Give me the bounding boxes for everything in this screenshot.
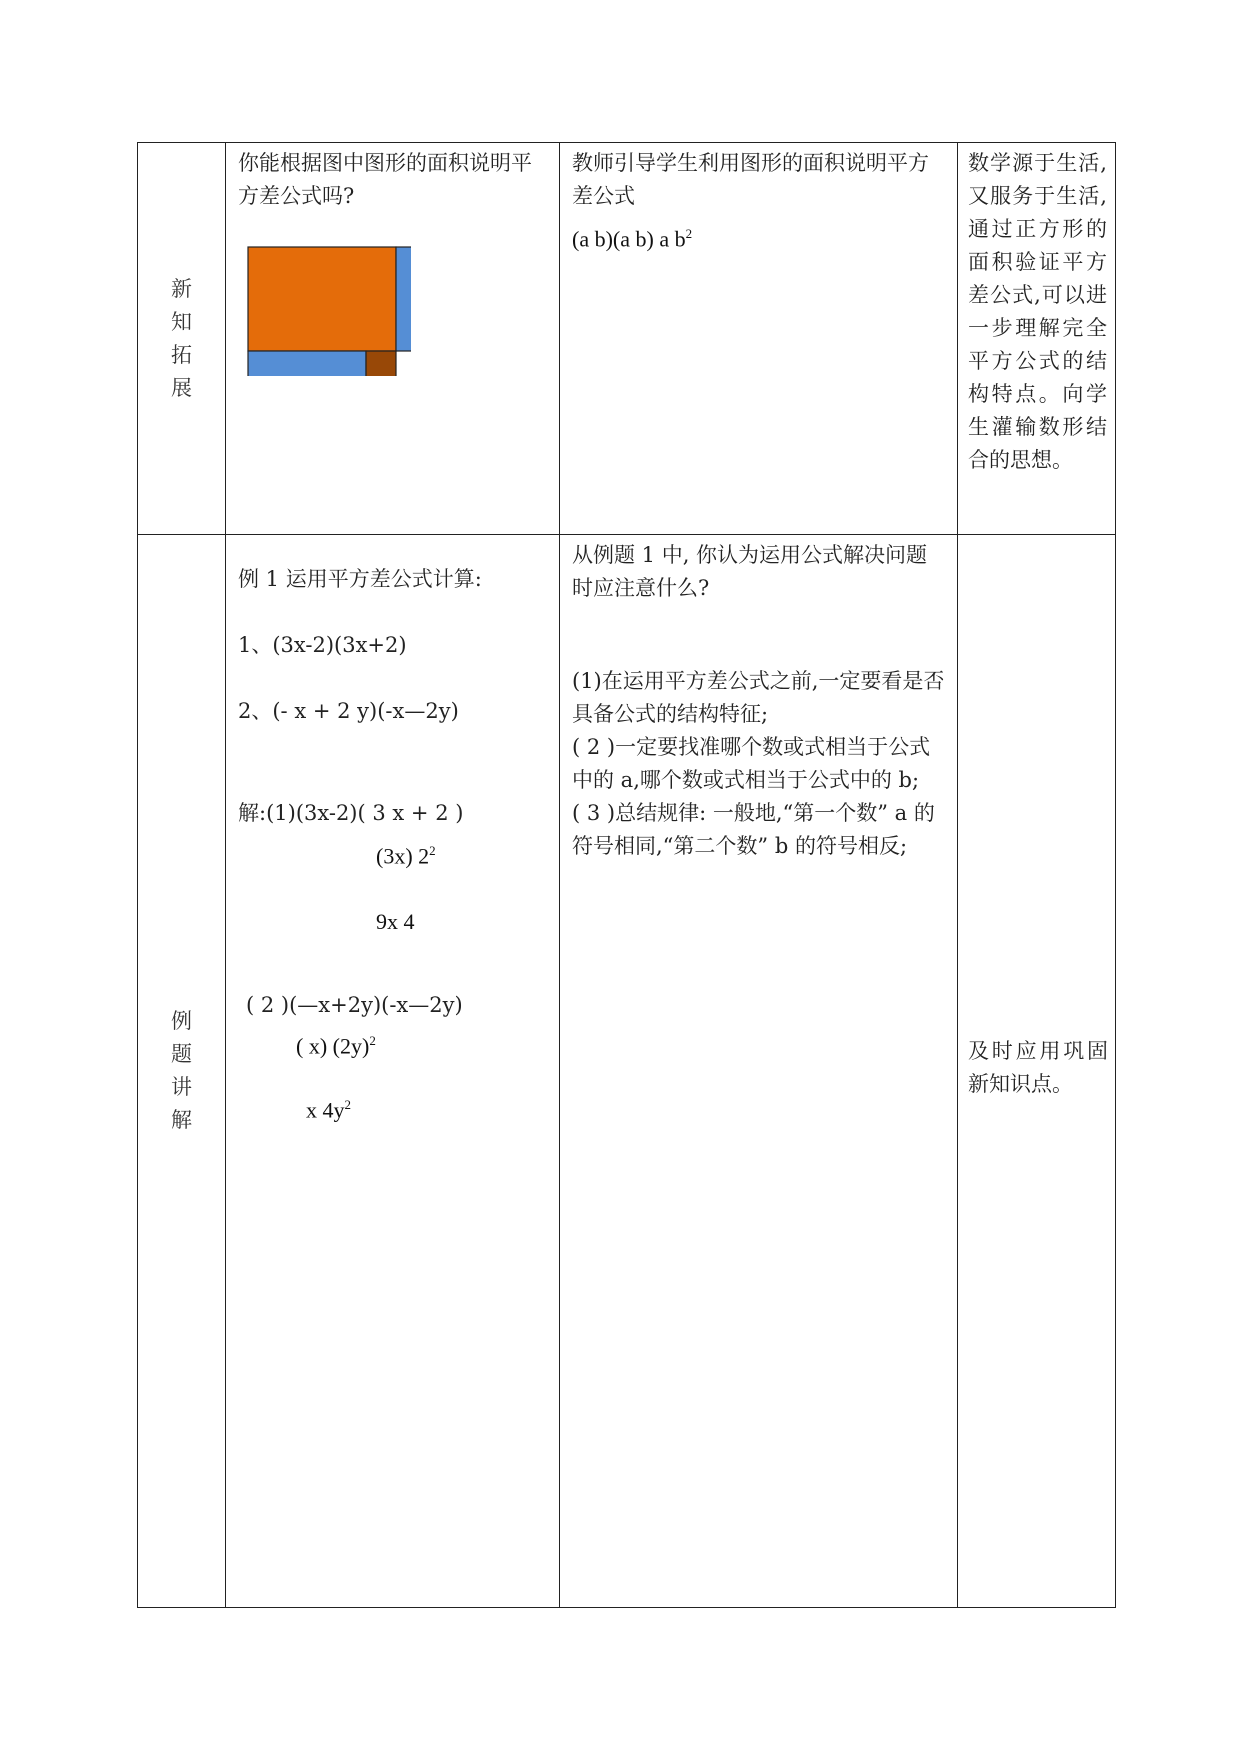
solution-1-step-2: 9x 4 — [376, 909, 415, 934]
example-item-2: 2、(- x + 2 y)(-x—2y) — [238, 699, 459, 723]
teacher-guide-cell — [560, 143, 958, 535]
lesson-table — [137, 142, 1116, 1608]
solution-1-heading: 解:(1)(3x-2)( 3 x + 2 ) — [238, 801, 464, 825]
brown-small-square — [366, 351, 396, 376]
guide-point-1: (1)在运用平方差公式之前,一定要看是否具备公式的结构特征; — [572, 669, 945, 726]
section-label-example: 例 题 讲 解 — [138, 535, 226, 1608]
section-label-new-knowledge: 新 知 拓 展 — [138, 143, 226, 535]
table-row — [138, 535, 1116, 1608]
solution-2-step-2: x $4y^2$ — [306, 1097, 351, 1123]
guide-question: 从例题 1 中, 你认为运用公式解决问题时应注意什么? — [572, 543, 928, 600]
orange-square — [248, 247, 396, 351]
difference-of-squares-formula: (a b)(a b) a $b^2$ — [572, 226, 693, 252]
table-row — [138, 143, 1116, 535]
solution-2-heading: ( 2 )(—x+2y)(-x—2y) — [246, 993, 463, 1017]
teacher-text: 教师引导学生利用图形的面积说明平方差公式 — [572, 151, 929, 208]
question-cell — [226, 143, 560, 535]
example-cell — [226, 535, 560, 1608]
example-item-1: 1、(3x-2)(3x+2) — [238, 633, 407, 657]
formula-exponent: 2 — [685, 226, 693, 241]
guide-point-3: ( 3 )总结规律: 一般地,“第一个数” a 的符号相同,“第二个数” b 的符号相反; — [572, 801, 935, 858]
solution-2-step-1: ( x) $(2y)^2$ — [296, 1033, 376, 1059]
design-note-cell — [958, 143, 1116, 535]
practice-note-text: 及时应用巩固新知识点。 — [968, 1039, 1108, 1096]
blue-vertical-strip — [396, 247, 411, 351]
area-diagram — [247, 246, 411, 376]
guide-cell — [560, 535, 958, 1608]
question-text: 你能根据图中图形的面积说明平方差公式吗? — [238, 151, 532, 208]
blue-horizontal-strip — [248, 351, 366, 376]
guide-point-2: ( 2 )一定要找准哪个数或式相当于公式中的 a,哪个数或式相当于公式中的 b; — [572, 735, 931, 792]
solution-1-step-1: (3x) $2^2$ — [376, 843, 436, 869]
example-title: 例 1 运用平方差公式计算: — [238, 567, 482, 591]
practice-note-cell — [958, 535, 1116, 1608]
design-note-text: 数学源于生活,又服务于生活,通过正方形的面积验证平方差公式,可以进一步理解完全平方公式的结构特点。向学生灌输数形结合的思想。 — [968, 151, 1107, 472]
